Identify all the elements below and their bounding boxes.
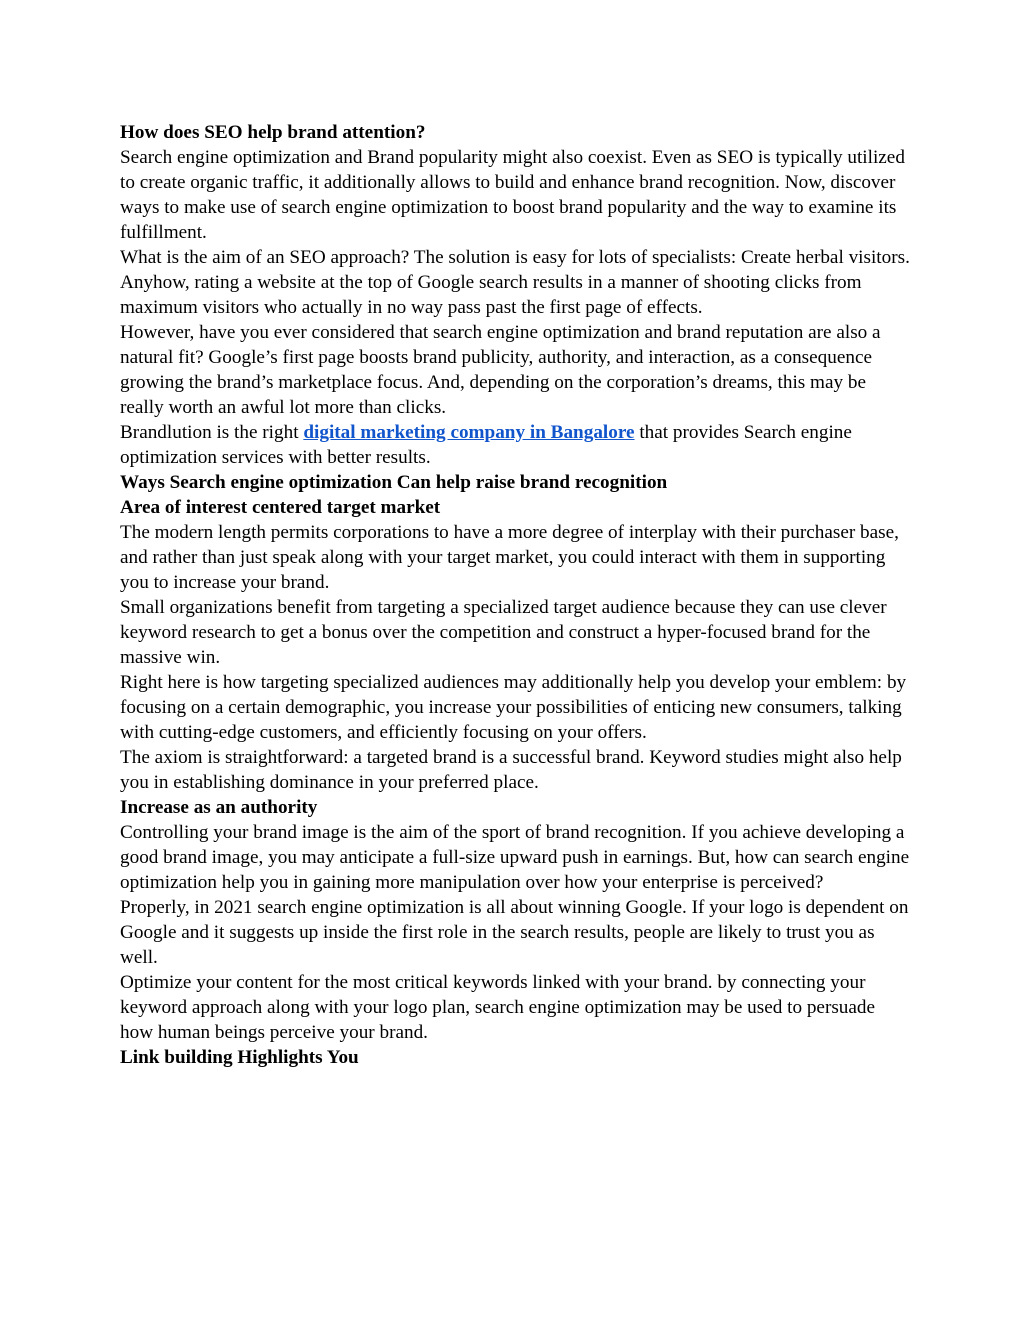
paragraph: Properly, in 2021 search engine optimization is all about winning Google. If your logo is dependent on Google and it suggests up inside the first role in the search results, people are likely to trust you as well. bbox=[120, 897, 909, 968]
section-heading: Ways Search engine optimization Can help raise brand recognition bbox=[120, 472, 668, 493]
section-heading: How does SEO help brand attention? bbox=[120, 122, 426, 143]
paragraph: The axiom is straightforward: a targeted brand is a successful brand. Keyword studies might also help you in establishing dominance in your preferred place. bbox=[120, 747, 902, 793]
paragraph: Small organizations benefit from targeting a specialized target audience because they can use clever keyword research to get a bonus over the competition and construct a hyper-focused brand for the massive win. bbox=[120, 597, 887, 668]
paragraph: The modern length permits corporations to have a more degree of interplay with their purchaser base, and rather than just speak along with your target market, you could interact with them in supporting you to increase your brand. bbox=[120, 522, 899, 593]
subsection-heading: Area of interest centered target market bbox=[120, 497, 441, 518]
document-page bbox=[120, 120, 910, 1070]
subsection-heading: Link building Highlights You bbox=[120, 1047, 359, 1068]
digital-marketing-link[interactable]: digital marketing company in Bangalore bbox=[303, 422, 635, 443]
paragraph: Optimize your content for the most critical keywords linked with your brand. by connecting your keyword approach along with your logo plan, search engine optimization may be used to persuade how human beings perceive your brand. bbox=[120, 972, 876, 1043]
paragraph-text: Brandlution is the right bbox=[120, 422, 304, 443]
paragraph: Search engine optimization and Brand popularity might also coexist. Even as SEO is typically utilized to create organic traffic, it additionally allows to build and enhance brand recognition. Now, discover ways to make use of search engine optimization to boost brand popularity and the way to examine its fulfillment. bbox=[120, 147, 905, 243]
paragraph: What is the aim of an SEO approach? The solution is easy for lots of specialists: Create herbal visitors. Anyhow, rating a website at the top of Google search results in a manner of shooting clicks from maximum visitors who actually in no way pass past the first page of effects. bbox=[120, 247, 910, 318]
paragraph-with-link bbox=[120, 420, 910, 470]
paragraph: However, have you ever considered that search engine optimization and brand reputation are also a natural fit? Google’s first page boosts brand publicity, authority, and interaction, as a consequence growing the brand’s marketplace focus. And, depending on the corporation’s dreams, this may be really worth an awful lot more than clicks. bbox=[120, 322, 881, 418]
paragraph: Right here is how targeting specialized audiences may additionally help you develop your emblem: by focusing on a certain demographic, you increase your possibilities of enticing new consumers, talking with cutting-edge customers, and efficiently focusing on your offers. bbox=[120, 672, 907, 743]
paragraph-text: that provides Search engine optimization services with better results. bbox=[120, 422, 852, 468]
paragraph: Controlling your brand image is the aim of the sport of brand recognition. If you achieve developing a good brand image, you may anticipate a full-size upward push in earnings. But, how can search engine optimization help you in gaining more manipulation over how your enterprise is perceived? bbox=[120, 822, 910, 893]
subsection-heading: Increase as an authority bbox=[120, 797, 318, 818]
